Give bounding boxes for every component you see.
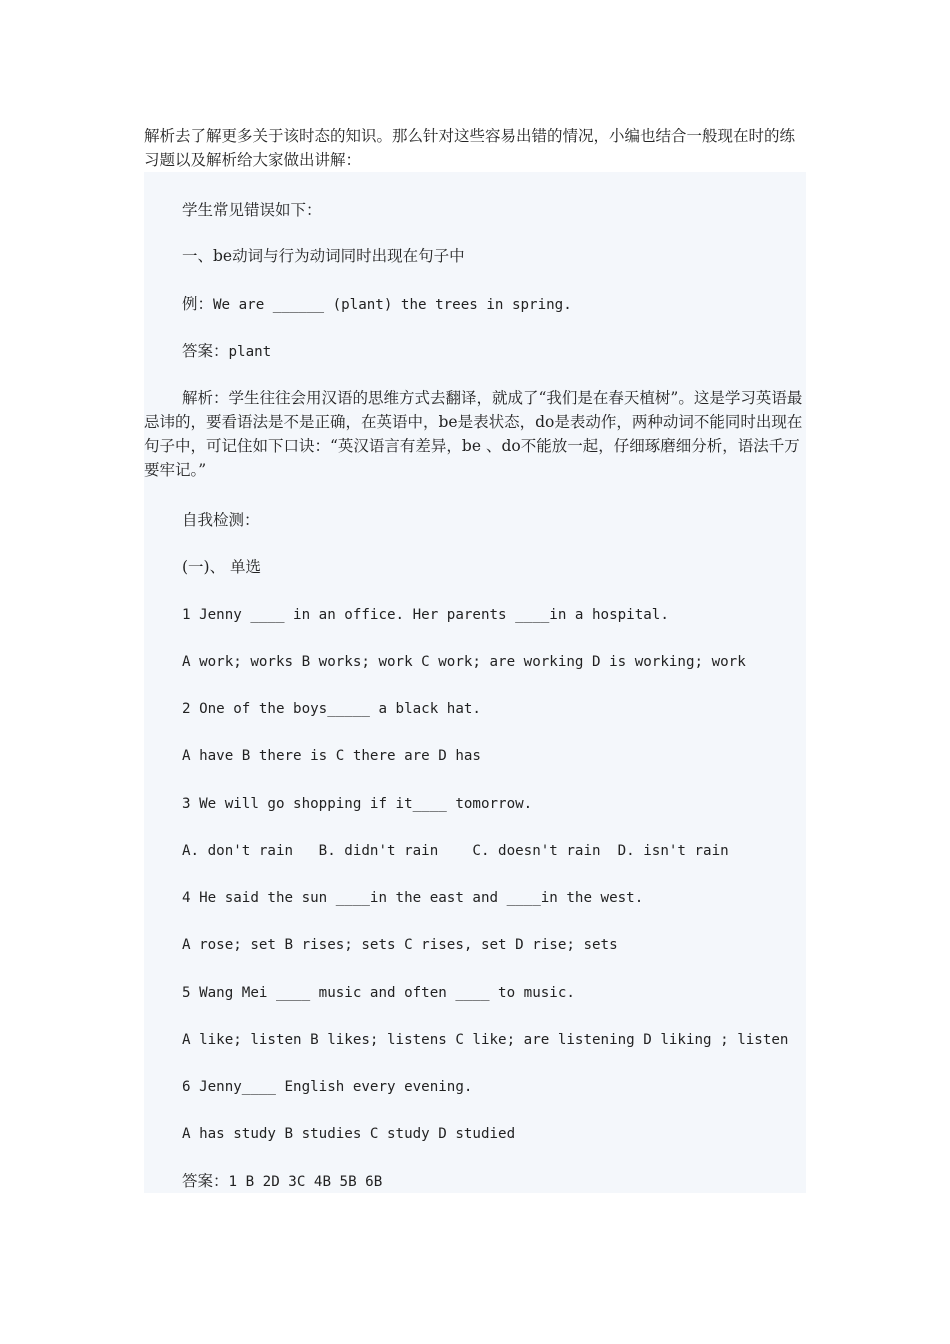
self-test-heading: 自我检测：: [182, 511, 260, 529]
final-answer-label: 答案：: [182, 1172, 229, 1190]
content-panel: [144, 172, 806, 1193]
options-6: A has study B studies C study D studied: [182, 1126, 516, 1142]
options-4: A rose; set B rises; sets C rises, set D rise; sets: [182, 937, 618, 953]
final-answer-line: [182, 1169, 382, 1194]
question-6: 6 Jenny____ English every evening.: [182, 1079, 473, 1095]
options-5: A like; listen B likes; listens C like; are listening D liking ; listen: [182, 1032, 789, 1048]
answer-label: 答案：: [182, 342, 229, 360]
errors-heading: 学生常见错误如下：: [182, 201, 322, 219]
question-3: 3 We will go shopping if it____ tomorrow.: [182, 796, 533, 812]
options-2: A have B there is C there are D has: [182, 748, 481, 764]
answer-value: plant: [228, 344, 272, 360]
intro-paragraph: 解析去了解更多关于该时态的知识。那么针对这些容易出错的情况，小编也结合一般现在时的练习题以及解析给大家做出讲解：: [144, 124, 806, 172]
question-4: 4 He said the sun ____in the east and ____in the west.: [182, 890, 644, 906]
answer-line: [182, 339, 271, 364]
example-sentence: We are ______ (plant) the trees in spring.: [213, 297, 572, 313]
question-1: 1 Jenny ____ in an office. Her parents ____in a hospital.: [182, 607, 669, 623]
example-line: [182, 292, 572, 317]
example-label: 例：: [182, 295, 214, 313]
final-answer-value: 1 B 2D 3C 4B 5B 6B: [228, 1174, 383, 1190]
question-2: 2 One of the boys_____ a black hat.: [182, 701, 481, 717]
question-5: 5 Wang Mei ____ music and often ____ to music.: [182, 985, 575, 1001]
analysis-paragraph: 解析：学生往往会用汉语的思维方式去翻译，就成了“我们是在春天植树”。这是学习英语最忌讳的，要看语法是不是正确，在英语中，be是表状态，do是表动作，两种动词不能同时出现在句子中，可记住如下口诀：“英汉语言有差异，be 、do不能放一起，仔细琢磨细分析，语法千万要牢记。”: [144, 389, 803, 479]
options-3: A. don't rain B. didn't rain C. doesn't rain D. isn't rain: [182, 843, 729, 859]
error1-heading: 一、be动词与行为动词同时出现在句子中: [182, 247, 465, 265]
options-1: A work; works B works; work C work; are working D is working; work: [182, 654, 746, 670]
section-label: (一)、 单选: [182, 558, 262, 576]
